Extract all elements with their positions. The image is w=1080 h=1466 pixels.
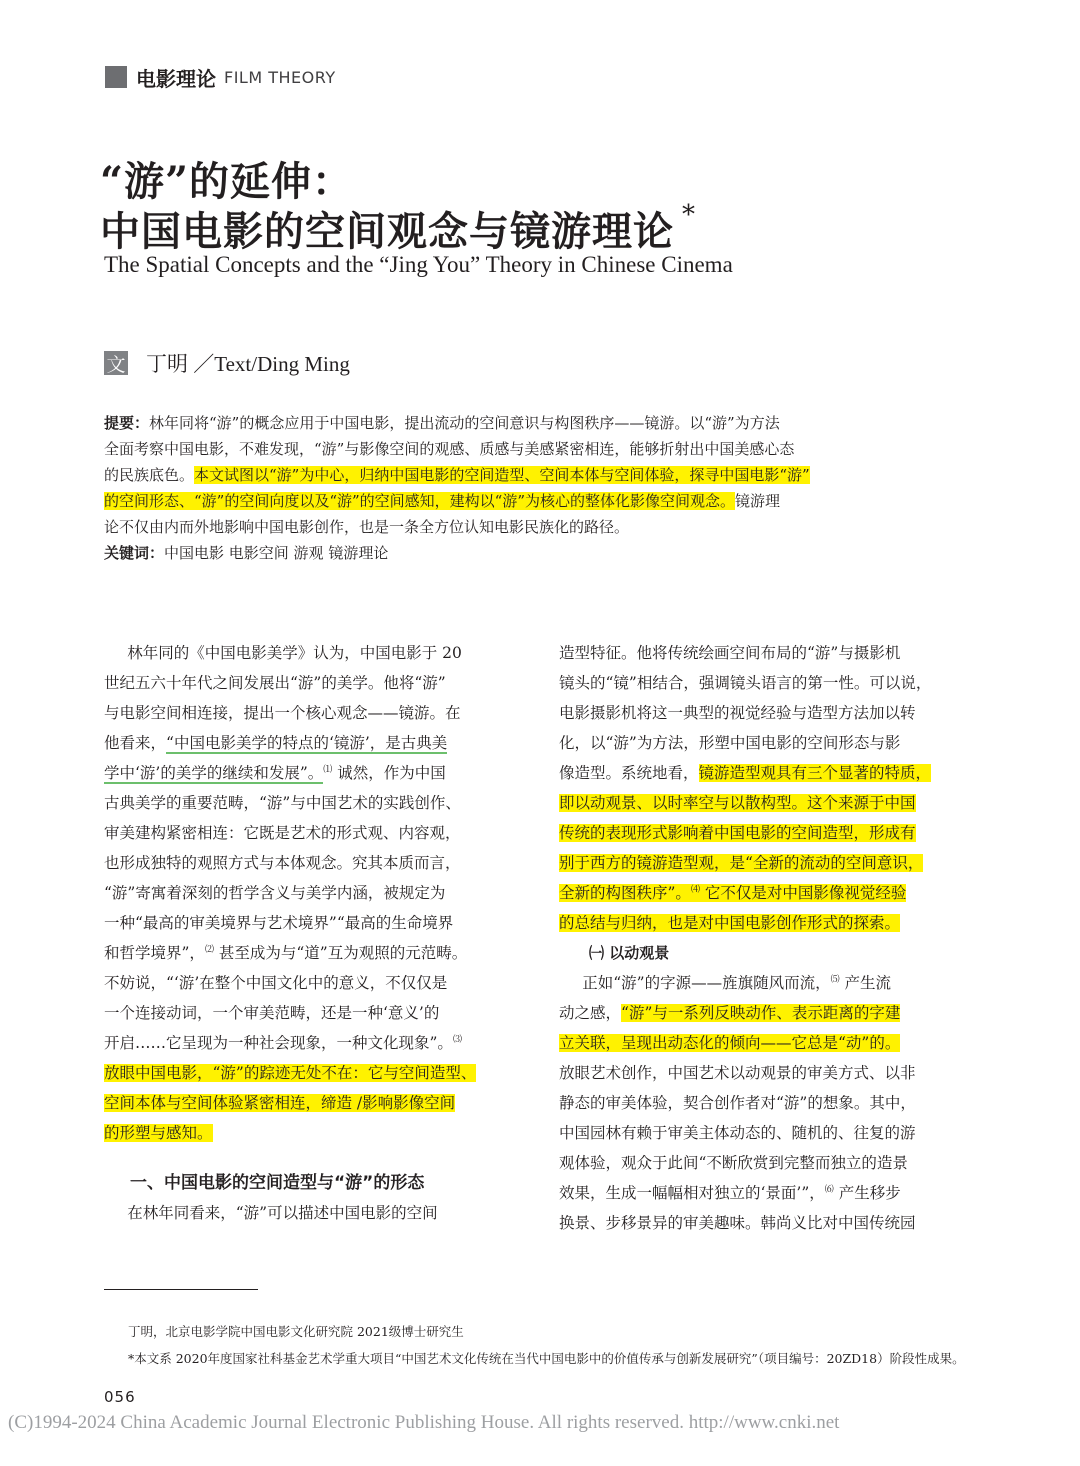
footnote-divider bbox=[104, 1289, 258, 1290]
subsection-heading bbox=[559, 938, 979, 968]
footnote-fund: *本文系 2020年度国家社科基金艺术学重大项目“中国艺术文化传统在当代中国电影中的价值传承与创新发展研究”（项目编号：20ZD18）阶段性成果。 bbox=[128, 1351, 965, 1366]
body-line bbox=[559, 758, 979, 788]
title-line-2 bbox=[100, 200, 696, 257]
abstract-text: 镜游理 bbox=[735, 492, 781, 510]
body-line: 一种“最高的审美境界与艺术境界”“最高的生命境界 bbox=[104, 914, 454, 932]
page-number: 056 bbox=[104, 1388, 136, 1406]
body-line: 古典美学的重要范畴，“游”与中国艺术的实践创作、 bbox=[104, 794, 461, 812]
body-line bbox=[559, 1178, 979, 1208]
subsection-heading-text: ㈠ 以动观景 bbox=[589, 944, 670, 962]
body-right-column bbox=[559, 638, 979, 1238]
abstract-line bbox=[104, 488, 944, 514]
body-line bbox=[104, 758, 524, 788]
abstract bbox=[104, 410, 944, 566]
highlighted-text: 放眼中国电影，“游”的踪迹无处不在：它与空间造型、 bbox=[104, 1064, 477, 1082]
highlighted-text: 空间本体与空间体验紧密相连，缔造 /影响影像空间 bbox=[104, 1094, 456, 1112]
body-text: 和哲学境界”， bbox=[104, 944, 205, 962]
body-line: 放眼艺术创作，中国艺术以动观景的审美方式、以非 bbox=[559, 1064, 916, 1082]
body-line bbox=[559, 968, 979, 998]
body-line bbox=[559, 848, 979, 878]
keywords-label: 关键词： bbox=[104, 544, 165, 562]
title-line-2-text: 中国电影的空间观念与镜游理论 bbox=[100, 208, 674, 255]
body-line bbox=[559, 1028, 979, 1058]
highlighted-segment: 全新的构图秩序”。 bbox=[559, 884, 691, 902]
abstract-text: 全面考察中国电影，不难发现，“游”与影像空间的观感、质感与美感紧密相连，能够折射出中国美感心态 bbox=[104, 440, 795, 458]
section-heading bbox=[104, 1168, 524, 1198]
abstract-label: 提要： bbox=[104, 414, 150, 432]
body-text: 甚至成为与“道”互为观照的元范畴。 bbox=[213, 944, 468, 962]
body-line bbox=[104, 1118, 524, 1148]
body-line: 不妨说，“‘游’在整个中国文化中的意义，不仅仅是 bbox=[104, 974, 448, 992]
highlighted-segment: 它不仅是对中国影像视觉经验 bbox=[699, 884, 907, 902]
body-line bbox=[104, 1028, 524, 1058]
footnote-ref: ⑶ bbox=[452, 1034, 462, 1045]
abstract-line bbox=[104, 410, 944, 436]
body-text: 正如“游”的字源——旌旗随风而流， bbox=[582, 974, 831, 992]
section-header bbox=[105, 64, 336, 90]
body-left-column bbox=[104, 638, 524, 1228]
highlighted-text: 别于西方的镜游造型观，是“全新的流动的空间意识， bbox=[559, 854, 924, 872]
section-heading-text: 一、中国电影的空间造型与“游”的形态 bbox=[130, 1173, 425, 1193]
keywords: 中国电影 电影空间 游观 镜游理论 bbox=[164, 544, 389, 562]
body-line: 观体验，观众于此间“不断欣赏到完整而独立的造景 bbox=[559, 1154, 908, 1172]
abstract-line bbox=[104, 462, 944, 488]
highlighted-text bbox=[559, 884, 906, 902]
body-text: 在林年同看来，“游”可以描述中国电影的空间 bbox=[127, 1204, 438, 1222]
highlighted-text: 即以动观景、以时率空与以散构型。这个来源于中国 bbox=[559, 794, 916, 812]
footnote-ref: ⑵ bbox=[204, 944, 214, 955]
author-line bbox=[104, 348, 350, 378]
highlighted-text: 的总结与归纳，也是对中国电影创作形式的探索。 bbox=[559, 914, 901, 932]
highlighted-text: “游”与一系列反映动作、表示距离的字建 bbox=[621, 1004, 901, 1022]
body-line: 审美建构紧密相连：它既是艺术的形式观、内容观， bbox=[104, 824, 461, 842]
body-line: “游”寄寓着深刻的哲学含义与美学内涵，被规定为 bbox=[104, 884, 446, 902]
abstract-line bbox=[104, 514, 944, 540]
footnote-ref: ⑴ bbox=[323, 764, 333, 775]
body-text: 效果，生成一幅幅相对独立的‘景面’”， bbox=[559, 1184, 825, 1202]
spacer bbox=[104, 1148, 524, 1168]
english-title: The Spatial Concepts and the “Jing You” Theory in Chinese Cinema bbox=[104, 252, 733, 277]
body-line bbox=[559, 788, 979, 818]
abstract-text: 论不仅由内而外地影响中国电影创作，也是一条全方位认知电影民族化的路径。 bbox=[104, 518, 630, 536]
abstract-highlight: 本文试图以“游”为中心，归纳中国电影的空间造型、空间本体与空间体验，探寻中国电影“游” bbox=[194, 466, 810, 484]
author-wen-badge: 文 bbox=[104, 351, 128, 375]
footnote-ref: ⑸ bbox=[830, 974, 840, 985]
title-line-1: “游”的延伸： bbox=[100, 158, 354, 205]
abstract-text: 林年同将“游”的概念应用于中国电影，提出流动的空间意识与构图秩序——镜游。以“游”为方法 bbox=[149, 414, 780, 432]
body-line: 世纪五六十年代之间发展出“游”的美学。他将“游” bbox=[104, 674, 446, 692]
title-footnote-star: * bbox=[682, 200, 696, 230]
body-line bbox=[559, 998, 979, 1028]
footnote-ref: ⑹ bbox=[824, 1184, 834, 1195]
underlined-quote: 学中‘游’的美学的继续和发展”。 bbox=[104, 764, 324, 782]
body-line bbox=[104, 938, 524, 968]
body-line: 造型特征。他将传统绘画空间布局的“游”与摄影机 bbox=[559, 644, 901, 662]
body-line bbox=[104, 1198, 524, 1228]
body-line bbox=[104, 1058, 524, 1088]
body-line: 也形成独特的观照方式与本体观念。究其本质而言， bbox=[104, 854, 461, 872]
body-line bbox=[104, 638, 524, 668]
body-text: 产生流 bbox=[839, 974, 892, 992]
author-name: 丁明 ／Text/Ding Ming bbox=[146, 352, 350, 376]
body-text: 产生移步 bbox=[833, 1184, 901, 1202]
body-text: 林年同的《中国电影美学》认为，中国电影于 20 bbox=[127, 644, 462, 662]
highlighted-text: 传统的表现形式影响着中国电影的空间造型，形成有 bbox=[559, 824, 916, 842]
highlighted-text: 的形塑与感知。 bbox=[104, 1124, 213, 1142]
abstract-text: 的民族底色。 bbox=[104, 466, 195, 484]
body-line: 电影摄影机将这一典型的视觉经验与造型方法加以转 bbox=[559, 704, 916, 722]
section-title-en: FILM THEORY bbox=[224, 67, 336, 87]
body-line bbox=[104, 728, 524, 758]
copyright-watermark: (C)1994-2024 China Academic Journal Electronic Publishing House. All rights reserved. http://www.cnki.net bbox=[8, 1412, 840, 1433]
body-text: 动之感， bbox=[559, 1004, 622, 1022]
body-line: 换景、步移景异的审美趣味。韩尚义比对中国传统园 bbox=[559, 1214, 916, 1232]
body-text: 开启……它呈现为一种社会现象，一种文化现象”。 bbox=[104, 1034, 453, 1052]
footnote-author: 丁明，北京电影学院中国电影文化研究院 2021级博士研究生 bbox=[128, 1324, 464, 1339]
body-line: 静态的审美体验，契合创作者对“游”的想象。其中， bbox=[559, 1094, 916, 1112]
body-line bbox=[559, 908, 979, 938]
body-line bbox=[559, 878, 979, 908]
body-line: 镜头的“镜”相结合，强调镜头语言的第一性。可以说， bbox=[559, 674, 932, 692]
header-square-icon bbox=[105, 66, 127, 88]
body-line: 中国园林有赖于审美主体动态的、随机的、往复的游 bbox=[559, 1124, 916, 1142]
footnote-ref: ⑷ bbox=[690, 884, 700, 895]
abstract-line bbox=[104, 436, 944, 462]
underlined-quote: “中国电影美学的特点的‘镜游’，是古典美 bbox=[166, 734, 448, 752]
body-line bbox=[559, 818, 979, 848]
section-title-cn: 电影理论 bbox=[136, 66, 216, 91]
highlighted-text: 立关联，呈现出动态化的倾向——它总是“动”的。 bbox=[559, 1034, 901, 1052]
body-text: 他看来， bbox=[104, 734, 167, 752]
abstract-highlight: 的空间形态、“游”的空间向度以及“游”的空间感知，建构以“游”为核心的整体化影像空间观念。 bbox=[104, 492, 736, 510]
body-line: 一个连接动词，一个审美范畴，还是一种‘意义’的 bbox=[104, 1004, 440, 1022]
body-text: 诚然，作为中国 bbox=[332, 764, 446, 782]
keywords-line bbox=[104, 540, 944, 566]
highlighted-text: 镜游造型观具有三个显著的特质， bbox=[698, 764, 932, 782]
body-line: 与电影空间相连接，提出一个核心观念——镜游。在 bbox=[104, 704, 461, 722]
body-line: 化，以“游”为方法，形塑中国电影的空间形态与影 bbox=[559, 734, 901, 752]
body-line bbox=[104, 1088, 524, 1118]
body-text: 像造型。系统地看， bbox=[559, 764, 699, 782]
